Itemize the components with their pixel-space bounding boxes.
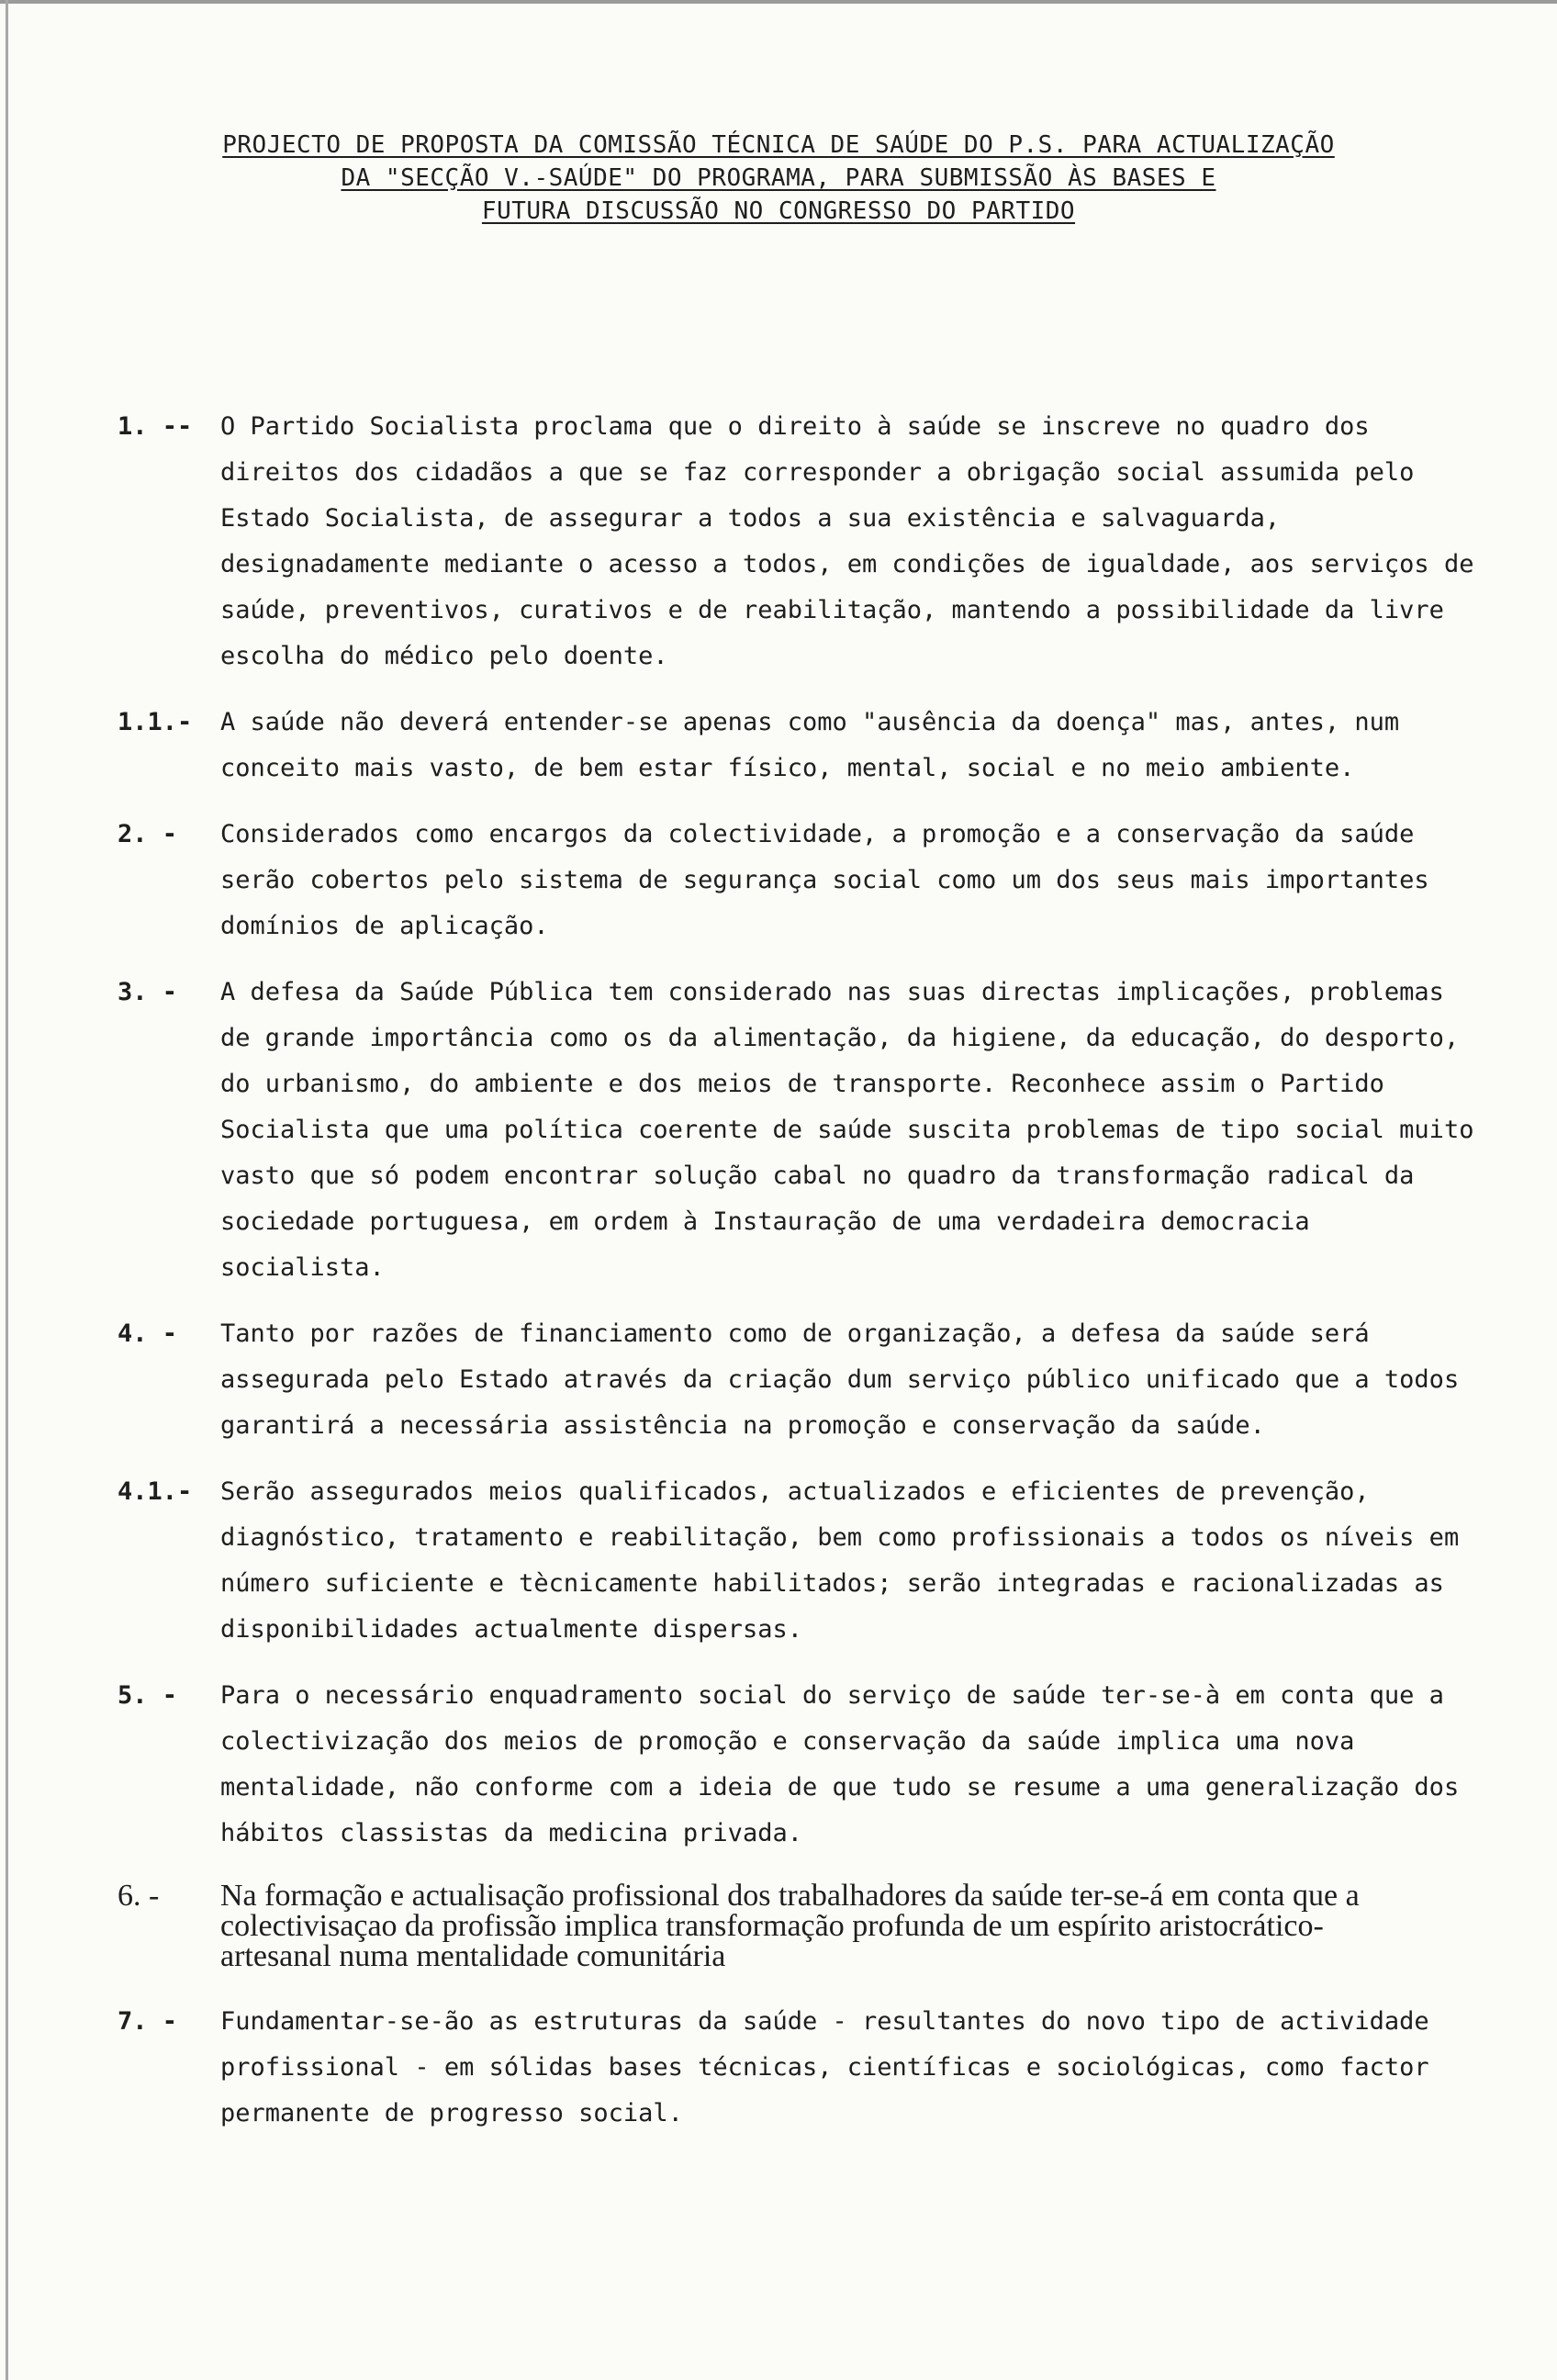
item-text: Tanto por razões de financiamento como de organização, a defesa da saúde será assegurada pelo Estado através da criação dum serviço público unificado que a todos garantirá a necessária assistência na promoção e conservação da saúde.: [220, 1319, 1460, 1440]
item-number: 3. -: [118, 978, 178, 1006]
page-edge-top: [0, 0, 1557, 4]
item-number: 6. -: [118, 1879, 160, 1913]
item-text: Considerados como encargos da colectividade, a promoção e a conservação da saúde serão cobertos pelo sistema de segurança social como um dos seus mais importantes domínios de aplicação.: [220, 820, 1429, 940]
item-6: [118, 1880, 1495, 1971]
item-number: 7. -: [118, 2007, 178, 2036]
title-line-1: PROJECTO DE PROPOSTA DA COMISSÃO TÉCNICA DE SAÚDE DO P.S. PARA ACTUALIZAÇÃO: [222, 131, 1335, 159]
item-number: 1. --: [118, 412, 193, 441]
item-7: [118, 1999, 1495, 2137]
proposal-items: [118, 404, 1495, 2164]
document-title: [0, 129, 1557, 228]
item-text: Serão assegurados meios qualificados, actualizados e eficientes de prevenção, diagnóstico, tratamento e reabilitação, bem como profissionais a todos os níveis em número suficiente e tècnicamente habilitados; serão integradas e racionalizadas as disponibilidades actualmente dispersas.: [220, 1477, 1460, 1644]
title-line-3: FUTURA DISCUSSÃO NO CONGRESSO DO PARTIDO: [481, 197, 1076, 225]
item-text: Fundamentar-se-ão as estruturas da saúde - resultantes do novo tipo de actividade profissional - em sólidas bases técnicas, científicas e sociológicas, como factor permanente de progresso social.: [220, 2007, 1429, 2127]
item-1-1: [118, 700, 1495, 791]
item-text: A saúde não deverá entender-se apenas como "ausência da doença" mas, antes, num conceito mais vasto, de bem estar físico, mental, social e no meio ambiente.: [220, 708, 1400, 782]
item-4-1: [118, 1469, 1495, 1653]
item-3: [118, 970, 1495, 1291]
item-number: 2. -: [118, 820, 178, 848]
page-edge-left: [6, 0, 8, 2380]
item-4: [118, 1311, 1495, 1449]
item-number: 1.1.-: [118, 708, 193, 736]
item-2: [118, 812, 1495, 949]
item-1: [118, 404, 1495, 679]
item-text: Na formação e actualisação profissional dos trabalhadores da saúde ter-se-á em conta que a colectivisaçao da profissão implica transformação profunda de um espírito aristocrático-artesanal numa mentalidade comunitária: [220, 1879, 1360, 1973]
item-text: O Partido Socialista proclama que o direito à saúde se inscreve no quadro dos direitos dos cidadãos a que se faz corresponder a obrigação social assumida pelo Estado Socialista, de assegurar a todos a sua existência e salvaguarda, designadamente mediante o acesso a todos, em condições de igualdade, aos serviços de saúde, preventivos, curativos e de reabilitação, mantendo a possibilidade da livre escolha do médico pelo doente.: [220, 412, 1474, 670]
item-number: 4. -: [118, 1319, 178, 1348]
item-text: A defesa da Saúde Pública tem considerado nas suas directas implicações, problemas de grande importância como os da alimentação, da higiene, da educação, do desporto, do urbanismo, do ambiente e dos meios de transporte. Reconhece assim o Partido Socialista que uma política coerente de saúde suscita problemas de tipo social muito vasto que só podem encontrar solução cabal no quadro da transformação radical da sociedade portuguesa, em ordem à Instauração de uma verdadeira democracia socialista.: [220, 978, 1474, 1282]
item-5: [118, 1673, 1495, 1857]
title-line-2: DA "SECÇÃO V.-SAÚDE" DO PROGRAMA, PARA SUBMISSÃO ÀS BASES E: [341, 164, 1216, 192]
item-text: Para o necessário enquadramento social do serviço de saúde ter-se-à em conta que a colectivização dos meios de promoção e conservação da saúde implica uma nova mentalidade, não conforme com a ideia de que tudo se resume a uma generalização dos hábitos classistas da medicina privada.: [220, 1681, 1460, 1847]
item-number: 5. -: [118, 1681, 178, 1710]
item-number: 4.1.-: [118, 1477, 193, 1506]
